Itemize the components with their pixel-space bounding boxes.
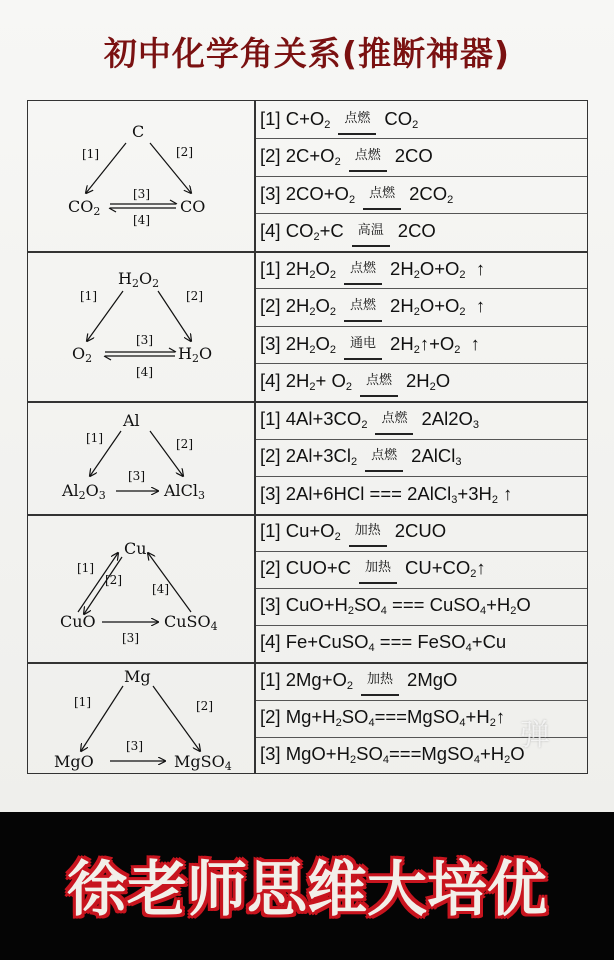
- equation-al-3: [3] 2Al+6HCl === $2AlCl_3+3H_2$ ↑: [260, 483, 513, 506]
- equation-cu-4: [4] Fe+CuSO$_4$ === FeSO$_4$+Cu: [260, 631, 507, 654]
- node-mgo: MgO: [54, 752, 94, 771]
- label-1: [1]: [82, 147, 99, 161]
- node-co: CO: [180, 197, 206, 216]
- label-1: [1]: [74, 695, 91, 709]
- label-1: [1]: [77, 561, 94, 575]
- label-2: [2]: [105, 573, 122, 587]
- watermark: 弹: [520, 718, 550, 753]
- equation-h2o2-4: [4] $2H_2+ O_2$ 点燃 $2H_2O$: [260, 370, 451, 393]
- banner-text: 徐老师思维大培优: [67, 855, 547, 925]
- equation-mg-1: [1] $2Mg+O_2$ 加热 2MgO: [260, 669, 458, 692]
- node-h2o: $H_2O$: [178, 344, 213, 365]
- node-mgso4: MgSO$_4$: [174, 752, 232, 773]
- page-title: 初中化学角关系(推断神器): [103, 34, 511, 73]
- node-c: C: [132, 122, 145, 141]
- label-4: [4]: [133, 213, 150, 227]
- label-4: [4]: [136, 365, 153, 379]
- node-cu: Cu: [124, 539, 147, 558]
- equation-c-4: [4] $CO_2+C$ 高温 2CO: [260, 220, 436, 243]
- node-cuso4: CuSO$_4$: [164, 612, 218, 633]
- equation-al-1: [1] $4Al+3CO_2$ 点燃 $2Al2O_3$: [260, 408, 479, 431]
- label-3: [3]: [136, 333, 153, 347]
- node-co2: $CO_2$: [68, 197, 101, 218]
- node-al: Al: [123, 411, 140, 430]
- label-3: [3]: [128, 469, 145, 483]
- equation-c-2: [2] $2C+O_2$ 点燃 2CO: [260, 145, 433, 168]
- label-2: [2]: [176, 145, 193, 159]
- equation-cu-3: [3] $CuO+H_2SO_4$ === $CuSO_4+H_2O$: [260, 594, 531, 617]
- equation-c-3: [3] $2CO+O_2$ 点燃 $2CO_2$: [260, 183, 454, 206]
- label-1: [1]: [86, 431, 103, 445]
- equation-c-1: [1] $C+O_2$ 点燃 $CO_2$: [260, 108, 419, 131]
- equation-h2o2-1: [1] $2H_2O_2$ 点燃 $2H_2O+O_2$ ↑: [260, 258, 486, 281]
- label-3: [3]: [122, 631, 139, 645]
- column-divider: [254, 101, 256, 773]
- label-1: [1]: [80, 289, 97, 303]
- label-3: [3]: [133, 187, 150, 201]
- node-al2o3: $Al_2O_3$: [62, 481, 106, 502]
- equation-cu-1: [1] $Cu+O_2$ 加热 2CUO: [260, 520, 447, 543]
- node-h2o2: $H_2O_2$: [118, 269, 160, 290]
- reaction-table: [27, 100, 588, 774]
- equation-cu-2: [2] CUO+C 加热 $CU+CO_2↑$: [260, 557, 486, 580]
- label-2: [2]: [196, 699, 213, 713]
- equation-h2o2-2: [2] $2H_2O_2$ 点燃 $2H_2O+O_2$ ↑: [260, 295, 486, 318]
- node-o2: $O_2$: [72, 344, 93, 365]
- label-2: [2]: [186, 289, 203, 303]
- label-3: [3]: [126, 739, 143, 753]
- node-alcl3: AlCl$_3$: [164, 481, 206, 502]
- node-cuo: CuO: [60, 612, 96, 631]
- equation-h2o2-3: [3] $2H_2O_2$ 通电 $2H_2↑+O_2$ ↑: [260, 333, 480, 356]
- equation-mg-2: [2] $Mg+H_2SO_4===MgSO_4+H_2↑$: [260, 706, 506, 729]
- label-4: [4]: [152, 582, 169, 596]
- node-mg: Mg: [124, 667, 151, 686]
- equation-al-2: [2] $2Al+3Cl_2$ 点燃 2AlCl$_3$: [260, 445, 462, 468]
- label-2: [2]: [176, 437, 193, 451]
- equation-mg-3: [3] $MgO+H_2SO_4===MgSO_4+H_2O$: [260, 743, 525, 766]
